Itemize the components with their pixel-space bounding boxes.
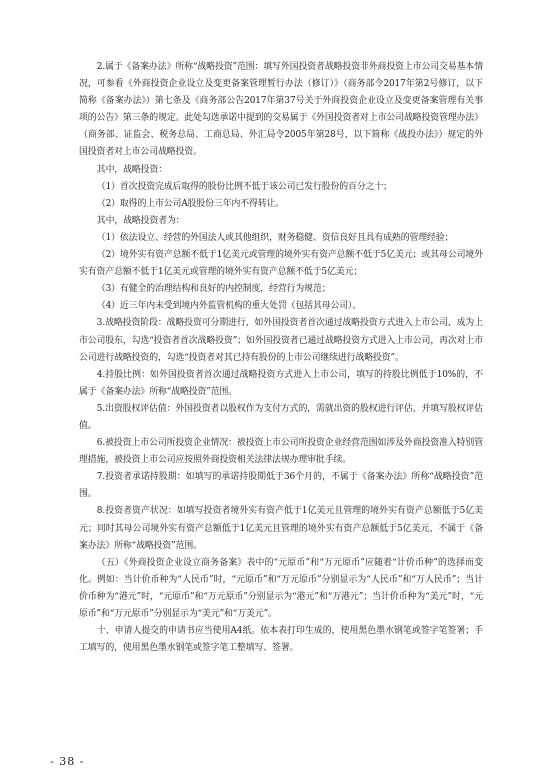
paragraph: （五）《外商投资企业设立商务备案》表中的“元原币”和“万元原币”应随着“计价币种”的选择而变化。例如：当计价币种为“人民币”时，“元原币”和“万元原币”分别显示为“人民币”和“万人民币”；当计价币种为“港元”时，“元原币”和“万元原币”分别显示为“港元”和“万港元”；当计价币种为“美元”时，“元原币”和“万元原币”分别显示为“美元”和“万美元”。 bbox=[79, 557, 483, 619]
paragraph: 8.投资者资产状况：如填写投资者境外实有资产低于1亿美元且管理的境外实有资产总额低于5亿美元；同时其母公司境外实有资产总额低于1亿美元且管理的境外实有资产总额低于5亿美元，不属于《备案办法》所称“战略投资”范围。 bbox=[79, 506, 483, 551]
paragraph: 4.持股比例：如外国投资者首次通过战略投资方式进入上市公司，填写的持股比例低于10%的，不属于《备案办法》所称“战略投资”范围。 bbox=[79, 369, 483, 397]
paragraph: 十、申请人提交的申请书应当使用A4纸。依本表打印生成的，使用黑色墨水钢笔或签字笔签署；手工填写的，使用黑色墨水钢笔或签字笔工整填写、签署。 bbox=[79, 626, 483, 654]
paragraph: （4）近三年内未受到境内外监管机构的重大处罚（包括其母公司）。 bbox=[96, 301, 362, 312]
paragraph: （1）依法设立、经营的外国法人或其他组织，财务稳健、资信良好且具有成熟的管理经验； bbox=[96, 232, 454, 243]
paragraph: 2.属于《备案办法》所称“战略投资”范围：填写外国投资者战略投资非外商投资上市公司交易基本情况，可参看《外商投资企业设立及变更备案管理暂行办法（修订）》（商务部令2017年第2号修订，以下简称《备案办法》）第七条及《商务部公告2017年第37号关于外商投资企业设立及变更备案管理有关事项的公告》第三条的规定。此处勾选承诺中提到的交易属于《外国投资者对上市公司战略投资管理办法》（商务部、证监会、税务总局、工商总局、外汇局令2005年第28号，以下简称《战投办法》）规定的外国投资者对上市公司战略投资。 bbox=[79, 62, 483, 158]
paragraph: 其中，战略投资者为： bbox=[96, 215, 185, 226]
paragraph: 3.战略投资阶段：战略投资可分期进行，如外国投资者首次通过战略投资方式进入上市公司，成为上市公司股东，勾选“投资者首次战略投资”；如外国投资者已通过战略投资方式进入上市公司，再次对上市公司进行战略投资的，勾选“投资者对其已持有股份的上市公司继续进行战略投资”。 bbox=[79, 318, 483, 363]
paragraph: 其中，战略投资： bbox=[96, 164, 167, 175]
paragraph: 5.出资股权评估值：外国投资者以股权作为支付方式的，需就出资的股权进行评估，并填写股权评估值。 bbox=[79, 403, 483, 431]
page-number: - 38 - bbox=[50, 755, 85, 768]
paragraph: 7.投资者承诺持股期：如填写的承诺持股期低于36个月的，不属于《备案办法》所称“战略投资”范围。 bbox=[79, 472, 483, 500]
paragraph: （1）首次投资完成后取得的股份比例不低于该公司已发行股份的百分之十； bbox=[96, 181, 392, 192]
paragraph: 6.被投资上市公司所投资企业情况：被投资上市公司所投资企业经营范围如涉及外商投资准入特别管理措施，被投资上市公司应按照外商投资相关法律法规办理审批手续。 bbox=[79, 438, 483, 466]
paragraph: （2）境外实有资产总额不低于1亿美元或管理的境外实有资产总额不低于5亿美元；或其母公司境外实有资产总额不低于1亿美元或管理的境外实有资产总额不低于5亿美元； bbox=[79, 250, 483, 278]
paragraph: （3）有健全的治理结构和良好的内控制度，经营行为规范； bbox=[96, 284, 331, 295]
document-body bbox=[79, 59, 483, 657]
paragraph: （2）取得的上市公司A股股份三年内不得转让。 bbox=[96, 198, 285, 209]
